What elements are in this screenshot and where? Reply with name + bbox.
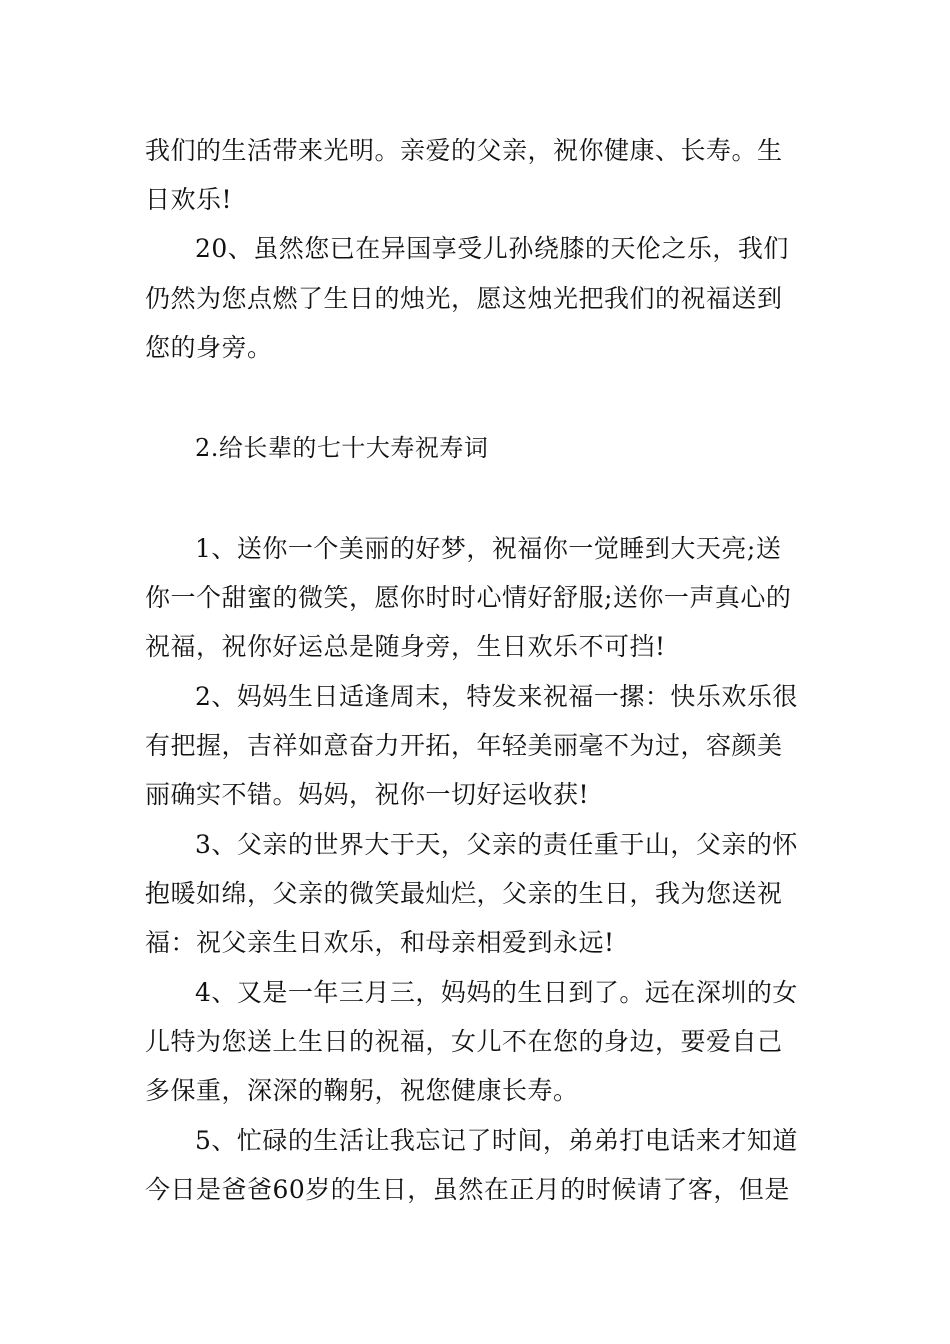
- item2-line-1: 2、妈妈生日适逢周末，特发来祝福一摞：快乐欢乐很: [195, 682, 798, 711]
- item4-line-2: 儿特为您送上生日的祝福，女儿不在您的身边，要爱自己: [145, 1027, 783, 1056]
- item20-line-2: 仍然为您点燃了生日的烛光，愿这烛光把我们的祝福送到: [145, 284, 783, 313]
- item1-line-1: 1、送你一个美丽的好梦，祝福你一觉睡到大天亮;送: [195, 534, 782, 563]
- item20-line-1: 20、虽然您已在异国享受儿孙绕膝的天伦之乐，我们: [195, 234, 789, 263]
- item2-line-2: 有把握，吉祥如意奋力开拓，年轻美丽毫不为过，容颜美: [145, 731, 783, 760]
- item4-line-3: 多保重，深深的鞠躬，祝您健康长寿。: [145, 1076, 579, 1105]
- intro-line-2: 日欢乐!: [145, 185, 233, 214]
- item5-line-1: 5、忙碌的生活让我忘记了时间，弟弟打电话来才知道: [195, 1126, 798, 1155]
- item4-line-1: 4、又是一年三月三，妈妈的生日到了。远在深圳的女: [195, 978, 798, 1007]
- intro-line-1: 我们的生活带来光明。亲爱的父亲，祝你健康、长寿。生: [145, 136, 783, 165]
- item3-line-1: 3、父亲的世界大于天，父亲的责任重于山，父亲的怀: [195, 830, 798, 859]
- item1-line-2: 你一个甜蜜的微笑，愿你时时心情好舒服;送你一声真心的: [145, 583, 792, 612]
- item2-line-3: 丽确实不错。妈妈，祝你一切好运收获!: [145, 780, 590, 809]
- item3-line-3: 福：祝父亲生日欢乐，和母亲相爱到永远!: [145, 928, 615, 957]
- item3-line-2: 抱暖如绵，父亲的微笑最灿烂，父亲的生日，我为您送祝: [145, 879, 783, 908]
- item20-line-3: 您的身旁。: [145, 333, 273, 362]
- item5-line-2: 今日是爸爸60岁的生日，虽然在正月的时候请了客，但是: [145, 1175, 790, 1204]
- section-heading: 2.给长辈的七十大寿祝寿词: [195, 434, 489, 462]
- item1-line-3: 祝福，祝你好运总是随身旁，生日欢乐不可挡!: [145, 632, 666, 661]
